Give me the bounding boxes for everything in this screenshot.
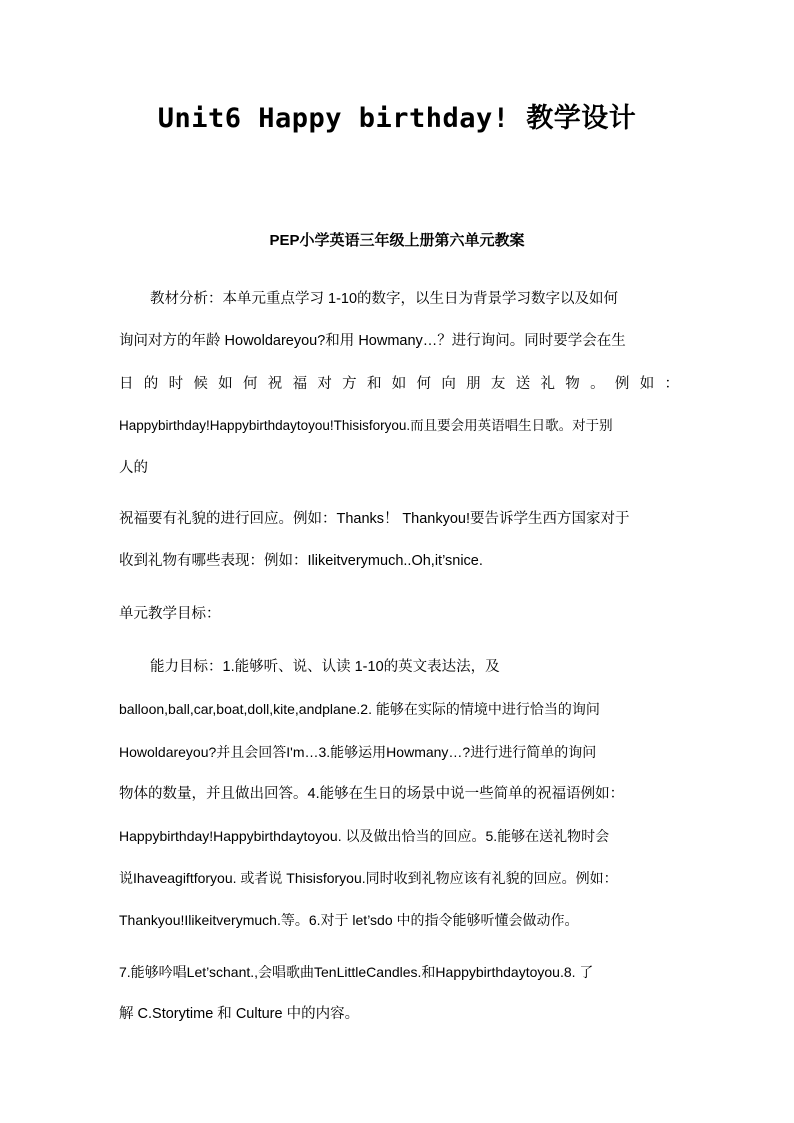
paragraph-line: 收到礼物有哪些表现：例如：Ilikeitverymuch..Oh,it’snice. — [119, 553, 483, 569]
paragraph-line: 询问对方的年龄 Howoldareyou?和用 Howmany…？进行询问。同时要学会在生 — [119, 333, 626, 349]
section-heading: 单元教学目标： — [119, 606, 221, 622]
document-title: Unit6 Happy birthday! 教学设计 — [157, 103, 637, 134]
paragraph-line: 教材分析：本单元重点学习 1-10的数字，以生日为背景学习数字以及如何 — [150, 291, 619, 307]
paragraph-line: Happybirthday!Happybirthdaytoyou!Thisisforyou.而且要会用英语唱生日歌。对于别 — [119, 418, 613, 433]
paragraph-line: Howoldareyou?并且会回答I'm…3.能够运用Howmany…?进行进行简单的询问 — [119, 744, 597, 760]
paragraph-line: 物体的数量，并且做出回答。4.能够在生日的场景中说一些简单的祝福语例如： — [119, 786, 625, 802]
paragraph-line: 人的 — [119, 460, 148, 476]
paragraph-line: 能力目标：1.能够听、说、认读 1-10的英文表达法，及 — [150, 659, 500, 675]
paragraph-line: 日 的 时 候 如 何 祝 福 对 方 和 如 何 向 朋 友 送 礼 物 。 例 如 ： — [119, 376, 679, 392]
paragraph-line: Thankyou!Ilikeitverymuch.等。6.对于 let’sdo 中的指令能够听懂会做动作。 — [119, 912, 579, 928]
paragraph-line: 7.能够吟唱Let’schant.,会唱歌曲TenLittleCandles.和Happybirthdaytoyou.8. 了 — [119, 964, 594, 980]
paragraph-line: 解 C.Storytime 和 Culture 中的内容。 — [119, 1006, 360, 1022]
paragraph-line: 说Ihaveagiftforyou. 或者说 Thisisforyou.同时收到礼物应该有礼貌的回应。例如： — [119, 870, 618, 886]
paragraph-line: 祝福要有礼貌的进行回应。例如：Thanks！ Thankyou!要告诉学生西方国家对于 — [119, 511, 630, 527]
document-subtitle: PEP小学英语三年级上册第六单元教案 — [269, 232, 525, 249]
paragraph-line: Happybirthday!Happybirthdaytoyou. 以及做出恰当的回应。5.能够在送礼物时会 — [119, 828, 610, 844]
paragraph-line: balloon,ball,car,boat,doll,kite,andplane.2. 能够在实际的情境中进行恰当的询问 — [119, 701, 600, 717]
